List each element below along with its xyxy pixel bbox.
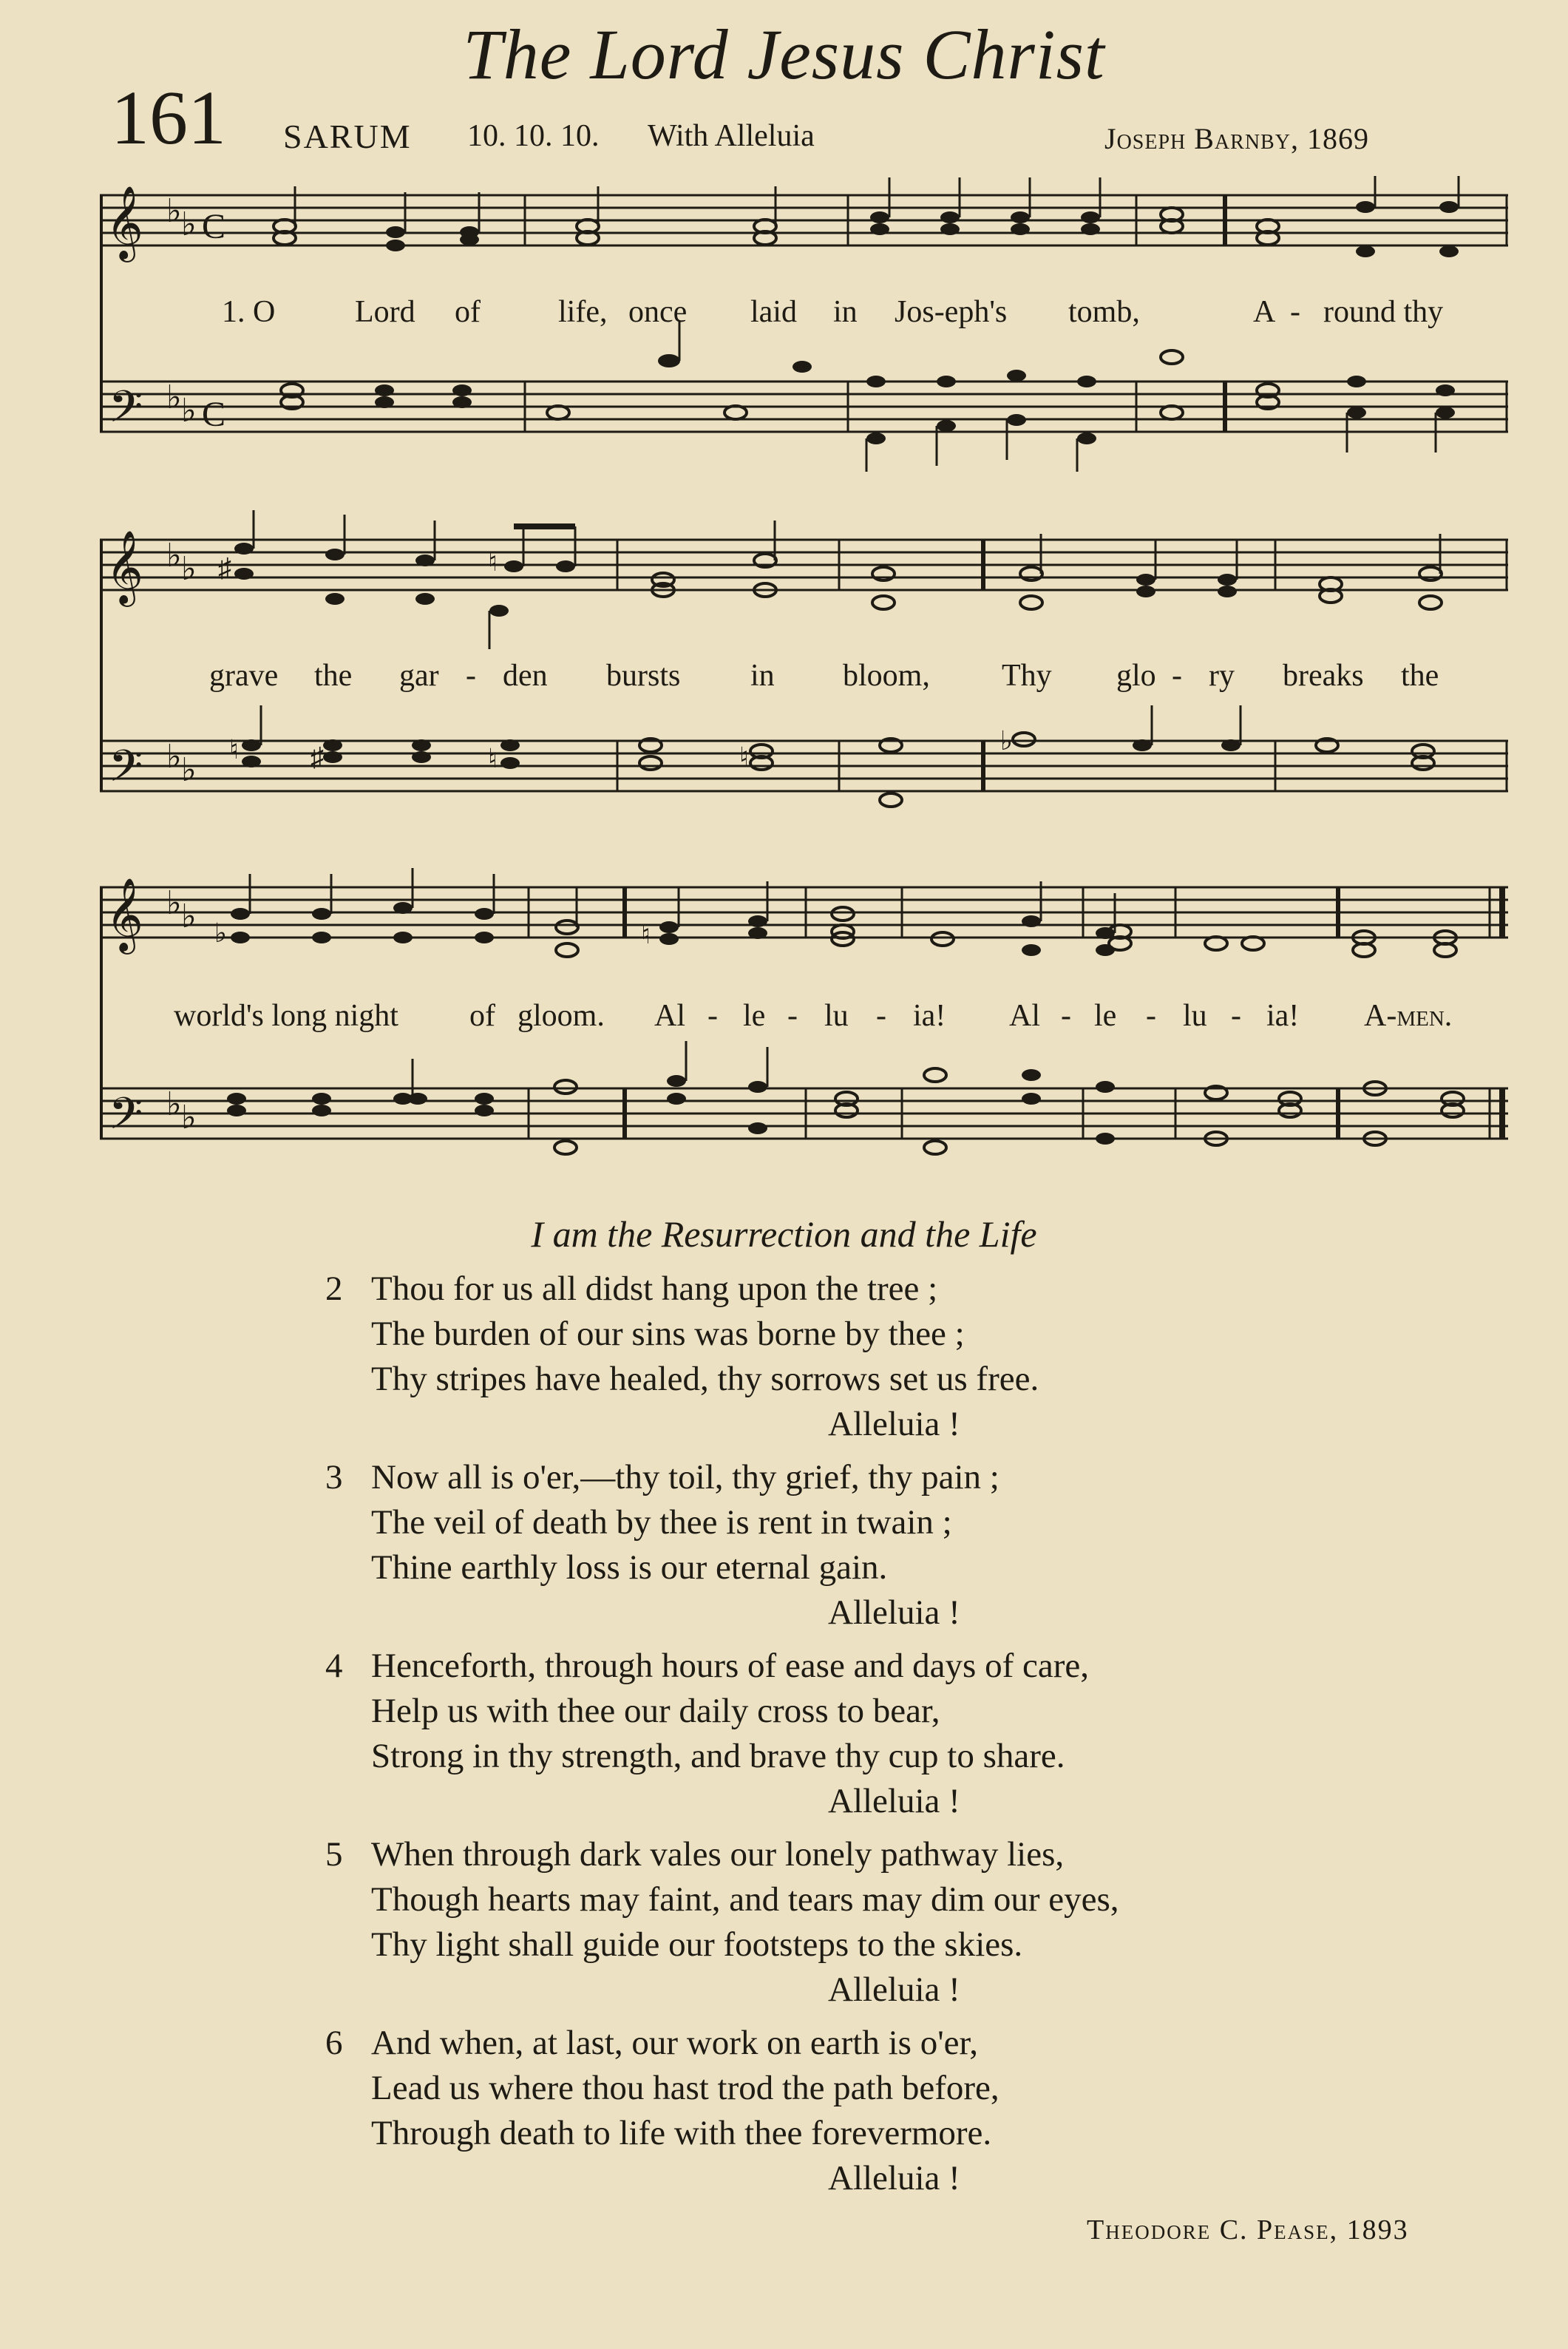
lyric-syllable: bursts bbox=[606, 659, 681, 693]
svg-text:♭: ♭ bbox=[181, 752, 197, 788]
verse-line: Thine earthly loss is our eternal gain. bbox=[371, 1548, 888, 1587]
verse-line: The veil of death by thee is rent in twain ; bbox=[371, 1503, 952, 1542]
svg-text:♭: ♭ bbox=[181, 898, 197, 935]
verse-heading: I am the Resurrection and the Life bbox=[531, 1213, 1037, 1255]
composer: Joseph Barnby, 1869 bbox=[1104, 122, 1369, 155]
lyric-amen: A-men. bbox=[1364, 999, 1453, 1033]
lyric-syllable: world's long night bbox=[174, 999, 398, 1033]
svg-text:♭: ♭ bbox=[181, 1099, 197, 1136]
verse-number: 4 bbox=[325, 1647, 343, 1685]
verse-number: 3 bbox=[325, 1458, 343, 1496]
verse-line: Lead us where thou hast trod the path before, bbox=[371, 2069, 999, 2107]
verse-line: Thou for us all didst hang upon the tree ; bbox=[371, 1270, 938, 1308]
lyric-syllable: in bbox=[833, 295, 858, 329]
lyric-hyphen: - bbox=[1231, 999, 1241, 1033]
svg-text:C: C bbox=[202, 395, 226, 434]
lyric-syllable: le bbox=[743, 999, 766, 1033]
svg-text:♮: ♮ bbox=[641, 920, 651, 949]
lyric-syllable: laid bbox=[750, 295, 797, 329]
lyric-syllable: Al bbox=[1009, 999, 1040, 1033]
lyric-syllable: bloom, bbox=[843, 659, 930, 693]
lyric-syllable: gloom. bbox=[517, 999, 605, 1033]
verse-line: Strong in thy strength, and brave thy cup to share. bbox=[371, 1737, 1065, 1775]
section-title: The Lord Jesus Christ bbox=[463, 15, 1105, 94]
verse-line: Help us with thee our daily cross to bear, bbox=[371, 1692, 940, 1730]
svg-text:♮: ♮ bbox=[488, 547, 498, 577]
lyric-syllable: of bbox=[455, 295, 481, 329]
verse-refrain: Alleluia ! bbox=[828, 1405, 960, 1443]
verse-number: 6 bbox=[325, 2024, 343, 2062]
verse-line: Though hearts may faint, and tears may dim our eyes, bbox=[371, 1880, 1119, 1919]
music-system-3 bbox=[100, 858, 1508, 1176]
music-system-2 bbox=[100, 510, 1508, 828]
verse-line: Through death to life with thee forevermore. bbox=[371, 2114, 992, 2152]
tune-note: With Alleluia bbox=[648, 119, 815, 153]
lyric-syllable: Lord bbox=[355, 295, 415, 329]
lyric-syllable: once bbox=[628, 295, 688, 329]
lyric-syllable: grave bbox=[209, 659, 279, 693]
svg-text:𝄞: 𝄞 bbox=[106, 530, 143, 604]
verse-line: And when, at last, our work on earth is o'er, bbox=[371, 2024, 979, 2062]
verse-line: Henceforth, through hours of ease and days of care, bbox=[371, 1647, 1089, 1685]
svg-text:♭: ♭ bbox=[166, 739, 182, 775]
verse-line: The burden of our sins was borne by thee ; bbox=[371, 1315, 965, 1353]
svg-text:𝄢: 𝄢 bbox=[109, 740, 143, 802]
verse-refrain: Alleluia ! bbox=[828, 1782, 960, 1820]
lyric-syllable: glo bbox=[1116, 659, 1156, 693]
verse-refrain: Alleluia ! bbox=[828, 1970, 960, 2009]
lyric-syllable: Al bbox=[654, 999, 685, 1033]
lyric-syllable: tomb, bbox=[1068, 295, 1140, 329]
lyric-syllable: ia! bbox=[913, 999, 946, 1033]
lyric-syllable: life, bbox=[558, 295, 608, 329]
svg-text:♮: ♮ bbox=[739, 742, 749, 772]
verse-refrain: Alleluia ! bbox=[828, 2159, 960, 2197]
lyric-syllable: le bbox=[1094, 999, 1117, 1033]
music-system-1 bbox=[100, 176, 1508, 472]
lyric-syllable: the bbox=[314, 659, 353, 693]
svg-text:♭: ♭ bbox=[1000, 726, 1013, 756]
svg-text:♭: ♭ bbox=[166, 379, 182, 416]
verse-line: When through dark vales our lonely pathway lies, bbox=[371, 1835, 1065, 1874]
svg-text:C: C bbox=[202, 207, 226, 246]
lyric-syllable: in bbox=[750, 659, 775, 693]
lyric-syllable: den bbox=[503, 659, 548, 693]
svg-text:♮: ♮ bbox=[229, 735, 239, 765]
svg-text:𝄢: 𝄢 bbox=[109, 381, 143, 443]
verse-line: Now all is o'er,—thy toil, thy grief, thy pain ; bbox=[371, 1458, 999, 1496]
lyric-hyphen: - bbox=[707, 999, 718, 1033]
verse-number: 2 bbox=[325, 1270, 343, 1308]
lyric-syllable: lu bbox=[1183, 999, 1207, 1033]
lyric-syllable: Thy bbox=[1002, 659, 1052, 693]
svg-text:♭: ♭ bbox=[181, 393, 197, 429]
svg-text:♭: ♭ bbox=[166, 538, 182, 574]
lyric-hyphen: - bbox=[1146, 999, 1156, 1033]
lyric-syllable: 1. O bbox=[222, 295, 276, 329]
verse-line: Thy stripes have healed, thy sorrows set us free. bbox=[371, 1360, 1039, 1398]
svg-text:♭: ♭ bbox=[181, 551, 197, 587]
lyric-hyphen: - bbox=[787, 999, 798, 1033]
svg-text:♭: ♭ bbox=[166, 1086, 182, 1122]
lyric-syllable: ia! bbox=[1266, 999, 1300, 1033]
svg-text:𝄢: 𝄢 bbox=[109, 1088, 143, 1150]
lyric-syllable: gar bbox=[399, 659, 439, 693]
lyric-hyphen: - bbox=[1061, 999, 1071, 1033]
svg-text:𝄞: 𝄞 bbox=[106, 878, 143, 952]
lyric-syllable: A bbox=[1253, 295, 1276, 329]
lyric-hyphen: - bbox=[876, 999, 886, 1033]
hymn-number: 161 bbox=[111, 75, 226, 160]
verse-number: 5 bbox=[325, 1835, 343, 1874]
verse-refrain: Alleluia ! bbox=[828, 1593, 960, 1632]
lyric-hyphen: - bbox=[1172, 659, 1182, 693]
svg-text:♭: ♭ bbox=[181, 206, 197, 243]
lyric-syllable: breaks bbox=[1283, 659, 1364, 693]
svg-text:♭: ♭ bbox=[166, 885, 182, 921]
lyric-hyphen: - bbox=[1290, 295, 1300, 329]
tune-name: SARUM bbox=[283, 118, 412, 155]
svg-text:𝄞: 𝄞 bbox=[106, 186, 143, 260]
lyric-syllable: of bbox=[469, 999, 495, 1033]
lyric-syllable: ry bbox=[1209, 659, 1235, 693]
lyric-syllable: lu bbox=[824, 999, 849, 1033]
lyric-syllable: round thy bbox=[1323, 295, 1444, 329]
svg-text:♯: ♯ bbox=[218, 553, 231, 583]
svg-text:♭: ♭ bbox=[214, 918, 227, 948]
svg-text:♯: ♯ bbox=[310, 742, 324, 772]
lyric-hyphen: - bbox=[466, 659, 476, 693]
text-author: Theodore C. Pease, 1893 bbox=[1087, 2214, 1409, 2245]
svg-text:♮: ♮ bbox=[488, 744, 498, 773]
svg-text:♭: ♭ bbox=[166, 193, 182, 229]
lyric-syllable: the bbox=[1401, 659, 1439, 693]
lyric-syllable: Jos-eph's bbox=[895, 295, 1008, 329]
meter: 10. 10. 10. bbox=[467, 119, 600, 153]
verse-line: Thy light shall guide our footsteps to the skies. bbox=[371, 1925, 1023, 1964]
